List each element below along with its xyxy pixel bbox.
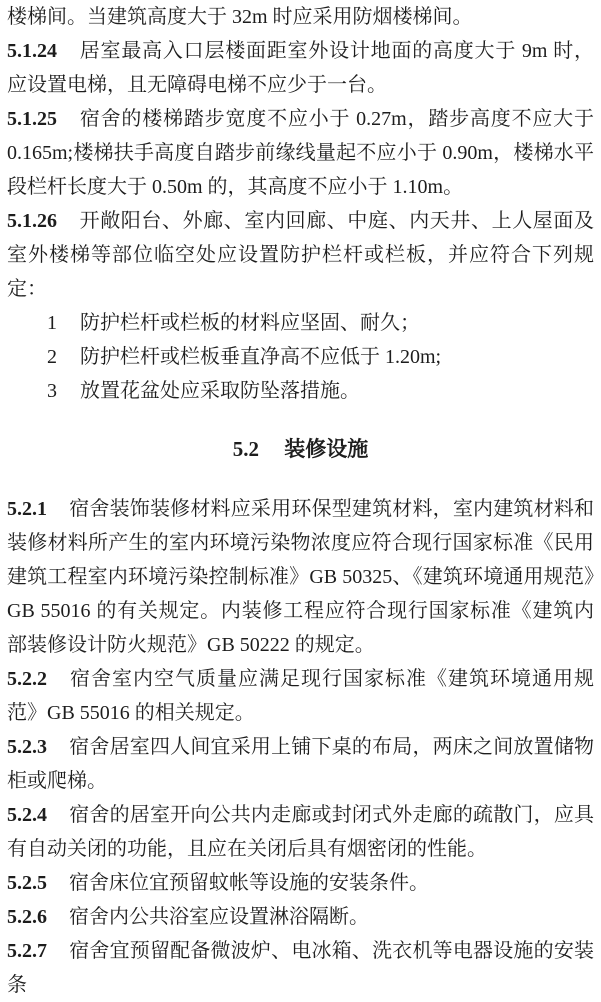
clause-5-1-25 [7,102,594,204]
section-heading-5-2 [7,432,594,466]
clause-5-1-24 [7,34,594,102]
clause-5-2-2 [7,662,594,730]
clause-5-2-6 [7,900,594,934]
clause-number: 5.1.26 [7,210,57,232]
list-item-text: 放置花盆处应采取防坠落措施。 [80,380,360,402]
clause-5-2-7 [7,934,594,1002]
section-heading-title: 装修设施 [284,437,369,461]
list-item-text: 防护栏杆或栏板垂直净高不应低于 1.20m; [80,346,442,368]
list-item-1 [7,306,594,340]
clause-number: 5.2.2 [7,668,47,690]
continuation-paragraph [7,0,594,34]
clause-text: 宿舍宜预留配备微波炉、电冰箱、洗衣机等电器设施的安装条 [7,940,595,996]
clause-number: 5.1.25 [7,108,57,130]
clause-5-2-4 [7,798,594,866]
clause-text: 开敞阳台、外廊、室内回廊、中庭、内天井、上人屋面及室外楼梯等部位临空处应设置防护栏杆或栏板，并应符合下列规定： [7,210,595,300]
clause-text: 宿舍内公共浴室应设置淋浴隔断。 [69,906,369,928]
clause-number: 5.2.3 [7,736,47,758]
clause-5-2-5 [7,866,594,900]
clause-number: 5.2.7 [7,940,47,962]
clause-number: 5.2.5 [7,872,47,894]
list-item-number: 2 [47,346,57,368]
clause-text: 宿舍装饰装修材料应采用环保型建筑材料，室内建筑材料和装修材料所产生的室内环境污染物浓度应符合现行国家标准《民用建筑工程室内环境污染控制标准》GB 50325、《建筑环境通用规范》GB 55016 的有关规定。内装修工程应符合现行国家标准《建筑内部装修设计防火规范》GB 50222 的规定。 [7,498,595,656]
clause-5-1-26 [7,204,594,306]
clause-number: 5.2.6 [7,906,47,928]
list-item-3 [7,374,594,408]
clause-5-2-3 [7,730,594,798]
section-heading-number: 5.2 [232,437,259,461]
clause-text: 宿舍床位宜预留蚊帐等设施的安装条件。 [69,872,429,894]
clause-number: 5.2.4 [7,804,47,826]
clause-5-2-1 [7,492,594,662]
clause-text: 宿舍的楼梯踏步宽度不应小于 0.27m，踏步高度不应大于 0.165m;楼梯扶手高度自踏步前缘线量起不应小于 0.90m，楼梯水平段栏杆长度大于 0.50m 的，其高度不应小于 1.10m。 [7,108,594,198]
list-item-text: 防护栏杆或栏板的材料应坚固、耐久； [80,312,420,334]
paragraph-text: 楼梯间。当建筑高度大于 32m 时应采用防烟楼梯间。 [7,6,473,28]
list-item-number: 1 [47,312,57,334]
clause-text: 宿舍居室四人间宜采用上铺下桌的布局，两床之间放置储物柜或爬梯。 [7,736,595,792]
clause-number: 5.1.24 [7,40,57,62]
clause-text: 宿舍室内空气质量应满足现行国家标准《建筑环境通用规范》GB 55016 的相关规定。 [7,668,594,724]
list-item-number: 3 [47,380,57,402]
clause-text: 居室最高入口层楼面距室外设计地面的高度大于 9m 时，应设置电梯，且无障碍电梯不应少于一台。 [7,40,594,96]
list-item-2 [7,340,594,374]
clause-text: 宿舍的居室开向公共内走廊或封闭式外走廊的疏散门，应具有自动关闭的功能，且应在关闭后具有烟密闭的性能。 [7,804,595,860]
clause-number: 5.2.1 [7,498,47,520]
